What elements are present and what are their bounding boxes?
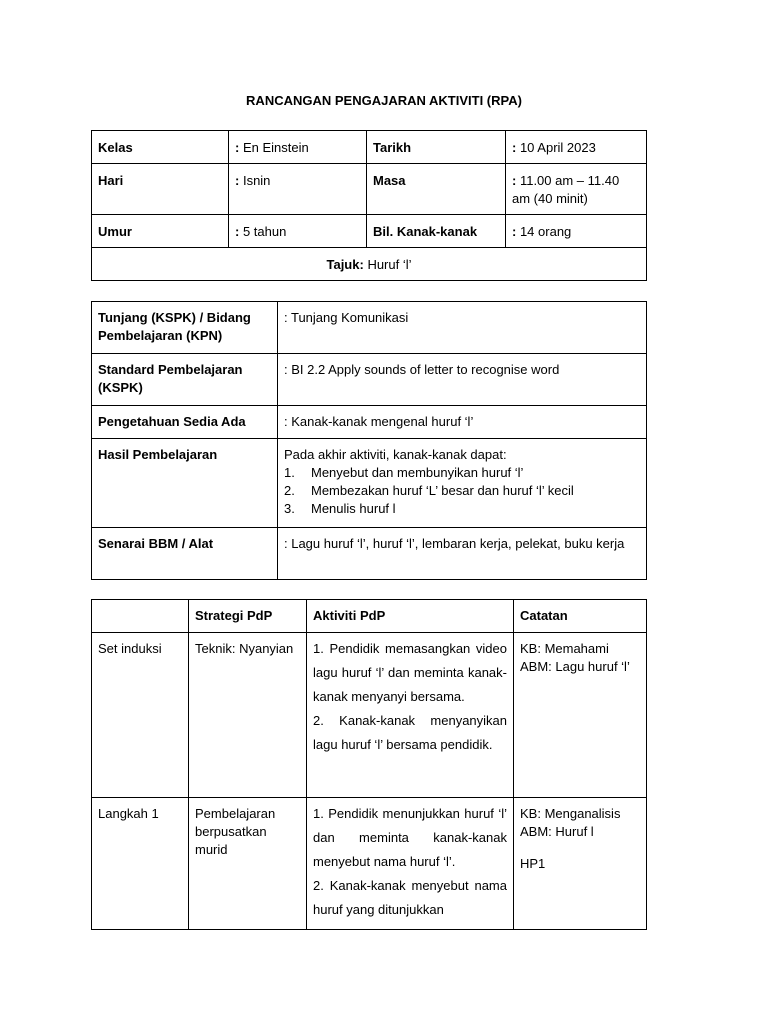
hari-label: Hari <box>92 164 229 215</box>
header-stage <box>92 600 189 633</box>
activity-cell: 1. Pendidik memasangkan video lagu huruf ‘l’ dan meminta kanak-kanak menyanyi bersama. 2. Kanak-kanak menyanyikan lagu huruf ‘l’ bersama pendidik. <box>307 633 514 798</box>
strategy-cell: Teknik: Nyanyian <box>189 633 307 798</box>
masa-value: : 11.00 am – 11.40 am (40 minit) <box>506 164 647 215</box>
masa-label: Masa <box>367 164 506 215</box>
notes-cell: KB: Menganalisis ABM: Huruf l HP1 <box>514 798 647 930</box>
standard-label: Standard Pembelajaran (KSPK) <box>92 354 278 406</box>
hasil-list <box>284 464 640 518</box>
list-item: 3. Menulis huruf l <box>284 501 396 516</box>
tarikh-value: : 10 April 2023 <box>506 131 647 164</box>
bil-label: Bil. Kanak-kanak <box>367 215 506 248</box>
umur-label: Umur <box>92 215 229 248</box>
tarikh-label: Tarikh <box>367 131 506 164</box>
steps-table <box>91 599 647 930</box>
standard-value: : BI 2.2 Apply sounds of letter to recognise word <box>278 354 647 406</box>
tunjang-value: : Tunjang Komunikasi <box>278 302 647 354</box>
bil-value: : 14 orang <box>506 215 647 248</box>
list-item: 1. Menyebut dan membunyikan huruf ‘l’ <box>284 465 524 480</box>
notes-cell: KB: Memahami ABM: Lagu huruf ‘l’ <box>514 633 647 798</box>
tajuk-cell <box>92 248 647 281</box>
header-activity: Aktiviti PdP <box>307 600 514 633</box>
tunjang-label: Tunjang (KSPK) / Bidang Pembelajaran (KPN) <box>92 302 278 354</box>
page-title: RANCANGAN PENGAJARAN AKTIVITI (RPA) <box>246 93 522 108</box>
hasil-label: Hasil Pembelajaran <box>92 439 278 528</box>
pengetahuan-label: Pengetahuan Sedia Ada <box>92 406 278 439</box>
umur-value: : 5 tahun <box>229 215 367 248</box>
kelas-value: : En Einstein <box>229 131 367 164</box>
kelas-label: Kelas <box>92 131 229 164</box>
bbm-value: : Lagu huruf ‘l’, huruf ‘l’, lembaran kerja, pelekat, buku kerja <box>278 528 647 580</box>
table-row <box>92 633 647 798</box>
pengetahuan-value: : Kanak-kanak mengenal huruf ‘l’ <box>278 406 647 439</box>
hari-value: : Isnin <box>229 164 367 215</box>
tajuk-value: Huruf ‘l’ <box>367 257 412 272</box>
list-item: 2. Membezakan huruf ‘L’ besar dan huruf ‘l’ kecil <box>284 483 574 498</box>
header-notes: Catatan <box>514 600 647 633</box>
bbm-label: Senarai BBM / Alat <box>92 528 278 580</box>
info-table <box>91 130 647 281</box>
activity-cell: 1. Pendidik menunjukkan huruf ‘l’ dan meminta kanak-kanak menyebut nama huruf ‘l’. 2. Kanak-kanak menyebut nama huruf yang ditunjukkan <box>307 798 514 930</box>
stage-cell: Langkah 1 <box>92 798 189 930</box>
tajuk-label: Tajuk: <box>326 257 364 272</box>
hasil-intro: Pada akhir aktiviti, kanak-kanak dapat: <box>284 447 507 462</box>
hasil-value <box>278 439 647 528</box>
stage-cell: Set induksi <box>92 633 189 798</box>
details-table <box>91 301 647 580</box>
strategy-cell: Pembelajaran berpusatkan murid <box>189 798 307 930</box>
table-row <box>92 798 647 930</box>
header-strategy: Strategi PdP <box>189 600 307 633</box>
